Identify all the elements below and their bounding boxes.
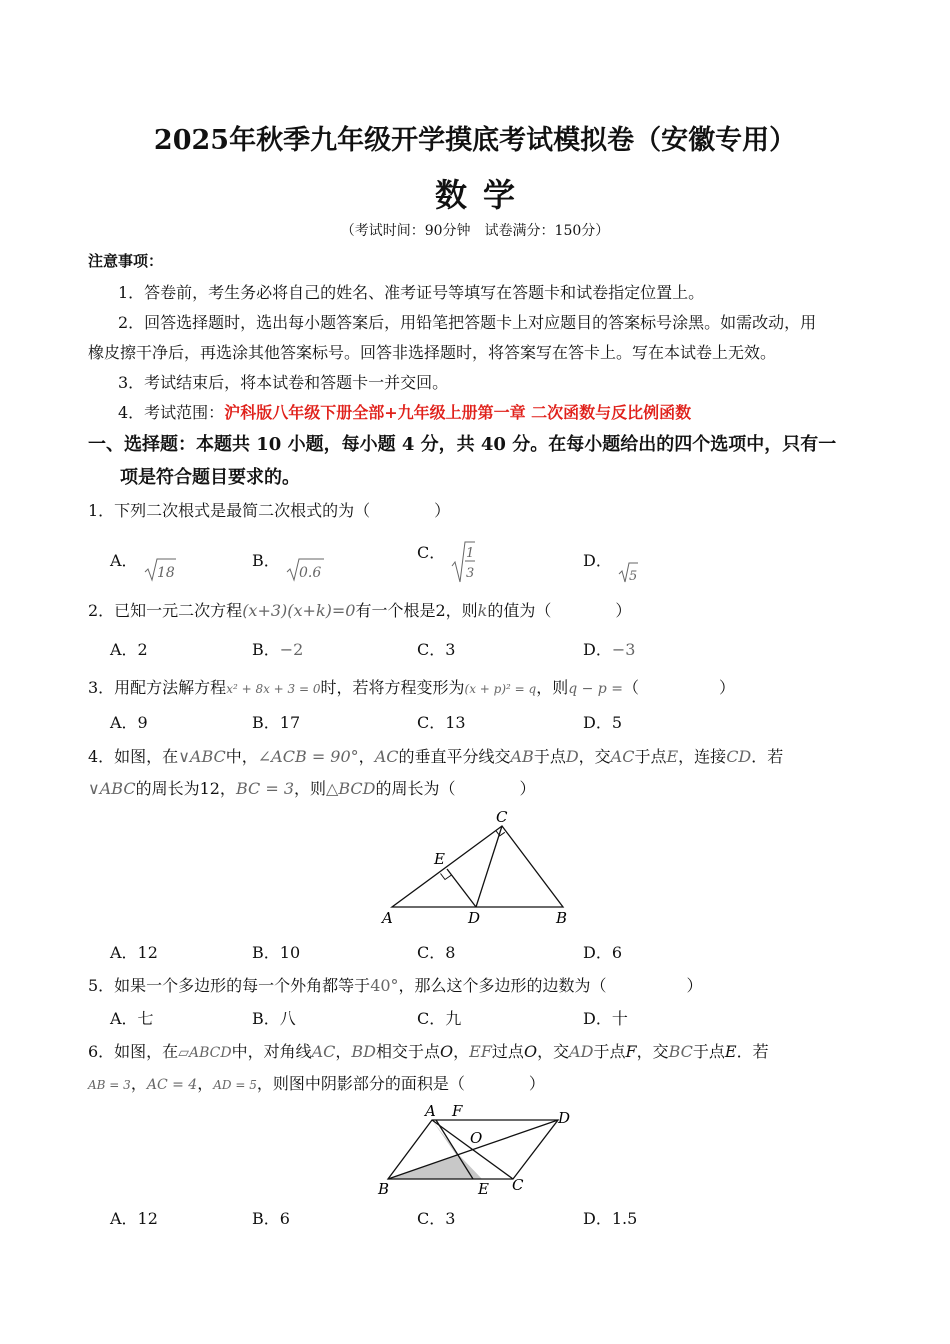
q2-text-2: 有一个根是2，则 (355, 601, 478, 620)
q4-label-b: B (556, 909, 568, 927)
section-heading: 一、选择题：本题共 10 小题，每小题 4 分，共 40 分。在每小题给出的四个选项中，只有一 (88, 434, 837, 455)
q6-t9: ，交 (636, 1042, 669, 1061)
q1-b-radicand: 0.6 (298, 565, 322, 581)
q6-t4: 相交于点 (375, 1042, 440, 1061)
page-title: 2025年秋季九年级开学摸底考试模拟卷（安徽专用） (153, 125, 797, 156)
q6-label-b: B (378, 1180, 390, 1198)
notice-item-4 (118, 400, 691, 423)
q1-option-b (252, 548, 325, 582)
q2-option-c: C．3 (417, 640, 456, 659)
q4-l2-t3: 的周长为（ ） (375, 779, 536, 798)
q6-l2-t1: ， (130, 1074, 147, 1093)
q4-m1: ∨ABC (178, 747, 226, 766)
notice-item-2: 2．回答选择题时，选出每小题答案后，用铅笔把答题卡上对应题目的答案标号涂黑。如需改动，用 (118, 313, 817, 332)
q6-t2: 中，对角线 (231, 1042, 312, 1061)
q1-option-c-label: C． (417, 543, 446, 562)
q2-var-k: k (477, 601, 488, 620)
q6-option-b: B．6 (252, 1209, 290, 1228)
q4-stem-line1 (88, 744, 783, 767)
q5-option-d: D．十 (583, 1009, 628, 1028)
q6-t7: ，交 (537, 1042, 570, 1061)
q6-label-c: C (512, 1176, 524, 1194)
q6-m4: O (440, 1042, 454, 1061)
q6-t11: ．若 (736, 1042, 769, 1061)
q4-m6: AC (610, 747, 635, 766)
q6-stem-line2 (88, 1071, 545, 1094)
q4-triangle-figure (370, 806, 590, 932)
q2-option-b-value: −2 (279, 640, 304, 659)
q4-stem-line2 (88, 776, 535, 799)
q5-t2: ，那么这个多边形的边数为（ ） (398, 976, 703, 995)
q1-a-radicand: 18 (156, 565, 175, 581)
q6-parallelogram-figure (370, 1100, 590, 1200)
notice-title: 注意事项： (88, 252, 164, 270)
q6-m3: BD (351, 1042, 376, 1061)
q3-option-a: A．9 (110, 713, 148, 732)
q6-t6: 过点 (491, 1042, 524, 1061)
q4-m7: E (666, 747, 679, 766)
q1-c-denominator: 3 (466, 566, 475, 581)
q4-option-d: D．6 (583, 943, 623, 962)
q3-text-4: （ ） (622, 678, 735, 697)
q2-option-a: A．2 (110, 640, 148, 659)
q2-stem (88, 598, 631, 621)
q6-l2-t3: ，则图中阴影部分的面积是（ ） (256, 1074, 545, 1093)
q5-angle: 40° (370, 976, 399, 995)
q5-t1: 5．如果一个多边形的每一个外角都等于 (88, 976, 371, 995)
q4-m4: AB (510, 747, 534, 766)
q6-m5: EF (469, 1042, 492, 1061)
q5-stem (88, 973, 703, 996)
q1-option-a-radical (143, 556, 177, 582)
q1-option-c (417, 540, 476, 584)
q2-equation: (x+3)(x+k)=0 (242, 601, 356, 620)
q2-option-d-label: D． (583, 640, 612, 659)
q4-label-e: E (434, 850, 445, 868)
q5-option-b: B．八 (252, 1009, 296, 1028)
q4-t5: 于点 (533, 747, 566, 766)
exam-info: （考试时间：90分钟 试卷满分：150分） (340, 223, 610, 239)
q6-m2: AC (311, 1042, 336, 1061)
q3-stem (88, 675, 735, 698)
q3-option-d: D．5 (583, 713, 623, 732)
q6-option-d: D．1.5 (583, 1209, 638, 1228)
scope-value: 沪科版八年级下册全部+九年级上册第一章 二次函数与反比例函数 (224, 403, 692, 422)
q4-label-c: C (496, 808, 508, 826)
q4-m5: D (565, 747, 579, 766)
q4-t7: 于点 (634, 747, 667, 766)
q4-l2-m3: △BCD (326, 779, 376, 798)
section-heading-cont: 项是符合题目要求的。 (120, 467, 300, 488)
q3-option-c: C．13 (417, 713, 466, 732)
q4-m2: ∠ACB = 90° (257, 747, 359, 766)
q6-t10: 于点 (692, 1042, 725, 1061)
q4-t1: 4．如图，在 (88, 747, 179, 766)
q6-t8: 于点 (593, 1042, 626, 1061)
q6-label-f: F (452, 1102, 463, 1120)
q4-l2-m2: BC = 3 (235, 779, 294, 798)
q1-option-a (110, 548, 177, 582)
q6-m8: F (625, 1042, 637, 1061)
q2-option-d (583, 637, 635, 660)
q5-option-c: C．九 (417, 1009, 462, 1028)
q4-segment-ed (447, 869, 476, 907)
q6-l2-m3: AD = 5 (213, 1078, 257, 1092)
q6-label-o: O (470, 1129, 483, 1147)
q6-t3: ， (335, 1042, 352, 1061)
q4-m8: CD (726, 747, 752, 766)
q4-m3: AC (374, 747, 399, 766)
q6-stem-line1 (88, 1039, 769, 1062)
q6-l2-m2: AC = 4 (146, 1077, 198, 1093)
q4-option-c: C．8 (417, 943, 456, 962)
q6-label-d: D (558, 1109, 571, 1127)
q3-text-1: 3．用配方法解方程 (88, 678, 227, 697)
q4-option-b: B．10 (252, 943, 301, 962)
q4-label-d: D (468, 909, 481, 927)
subject-title: 数学 (434, 176, 531, 214)
q1-option-c-radical (450, 540, 476, 584)
q6-option-a: A．12 (110, 1209, 158, 1228)
q1-option-b-label: B． (252, 551, 280, 570)
q6-m1: ▱ABCD (178, 1045, 232, 1061)
q4-l2-t1: 的周长为12， (135, 779, 236, 798)
q1-stem: 1．下列二次根式是最简二次根式的为（ ） (88, 501, 451, 520)
q1-option-b-radical (285, 556, 325, 582)
q4-t4: 的垂直平分线交 (398, 747, 511, 766)
q6-option-c: C．3 (417, 1209, 456, 1228)
q3-text-2: 时，若将方程变形为 (320, 678, 465, 697)
q6-m9: BC (668, 1042, 693, 1061)
q3-transformed: (x + p)² = q (464, 682, 537, 696)
q1-option-a-label: A． (110, 551, 138, 570)
q4-triangle-abc (392, 826, 563, 907)
q6-m6: O (523, 1042, 538, 1061)
q3-expression: q − p = (568, 681, 623, 697)
q4-t8: ，连接 (678, 747, 727, 766)
notice-item-1: 1．答卷前，考生务必将自己的姓名、准考证号等填写在答题卡和试卷指定位置上。 (118, 283, 705, 302)
q6-label-a: A (425, 1102, 436, 1120)
q2-option-b (252, 637, 303, 660)
q4-l2-m1: ∨ABC (88, 779, 136, 798)
q4-t6: ，交 (578, 747, 611, 766)
q6-m10: E (724, 1042, 737, 1061)
q6-t1: 6．如图，在 (88, 1042, 179, 1061)
q4-segment-cd (476, 826, 502, 907)
q3-equation: x² + 8x + 3 = 0 (226, 682, 321, 696)
q2-text-3: 的值为（ ） (487, 601, 632, 620)
scope-label: 4．考试范围： (118, 403, 225, 422)
q4-right-angle-e (441, 874, 452, 880)
q4-t2: 中， (225, 747, 258, 766)
q6-l2-t2: ， (197, 1074, 214, 1093)
q6-m7: AD (569, 1042, 594, 1061)
q5-option-a: A．七 (110, 1009, 154, 1028)
q6-l2-m1: AB = 3 (88, 1078, 131, 1092)
q2-option-b-label: B． (252, 640, 280, 659)
q2-text-1: 2．已知一元二次方程 (88, 601, 243, 620)
q1-c-numerator: 1 (466, 546, 475, 561)
q4-option-a: A．12 (110, 943, 158, 962)
q4-l2-t2: ，则 (294, 779, 327, 798)
q1-option-d-radical (617, 558, 639, 584)
q4-t3: ， (358, 747, 375, 766)
q3-text-3: ，则 (536, 678, 569, 697)
notice-item-3: 3．考试结束后，将本试卷和答题卡一并交回。 (118, 373, 449, 392)
q6-t5: ， (453, 1042, 470, 1061)
notice-item-2-cont: 橡皮擦干净后，再选涂其他答案标号。回答非选择题时，将答案写在答卡上。写在本试卷上无效。 (88, 343, 777, 362)
q4-t9: ．若 (751, 747, 784, 766)
q3-option-b: B．17 (252, 713, 301, 732)
q6-label-e: E (478, 1180, 489, 1198)
q6-shaded-bottom (388, 1155, 482, 1179)
q1-d-radicand: 5 (628, 569, 638, 584)
q1-option-d-label: D． (583, 551, 612, 570)
q1-option-d (583, 548, 639, 584)
q4-label-a: A (382, 909, 393, 927)
q2-option-d-value: −3 (611, 640, 636, 659)
